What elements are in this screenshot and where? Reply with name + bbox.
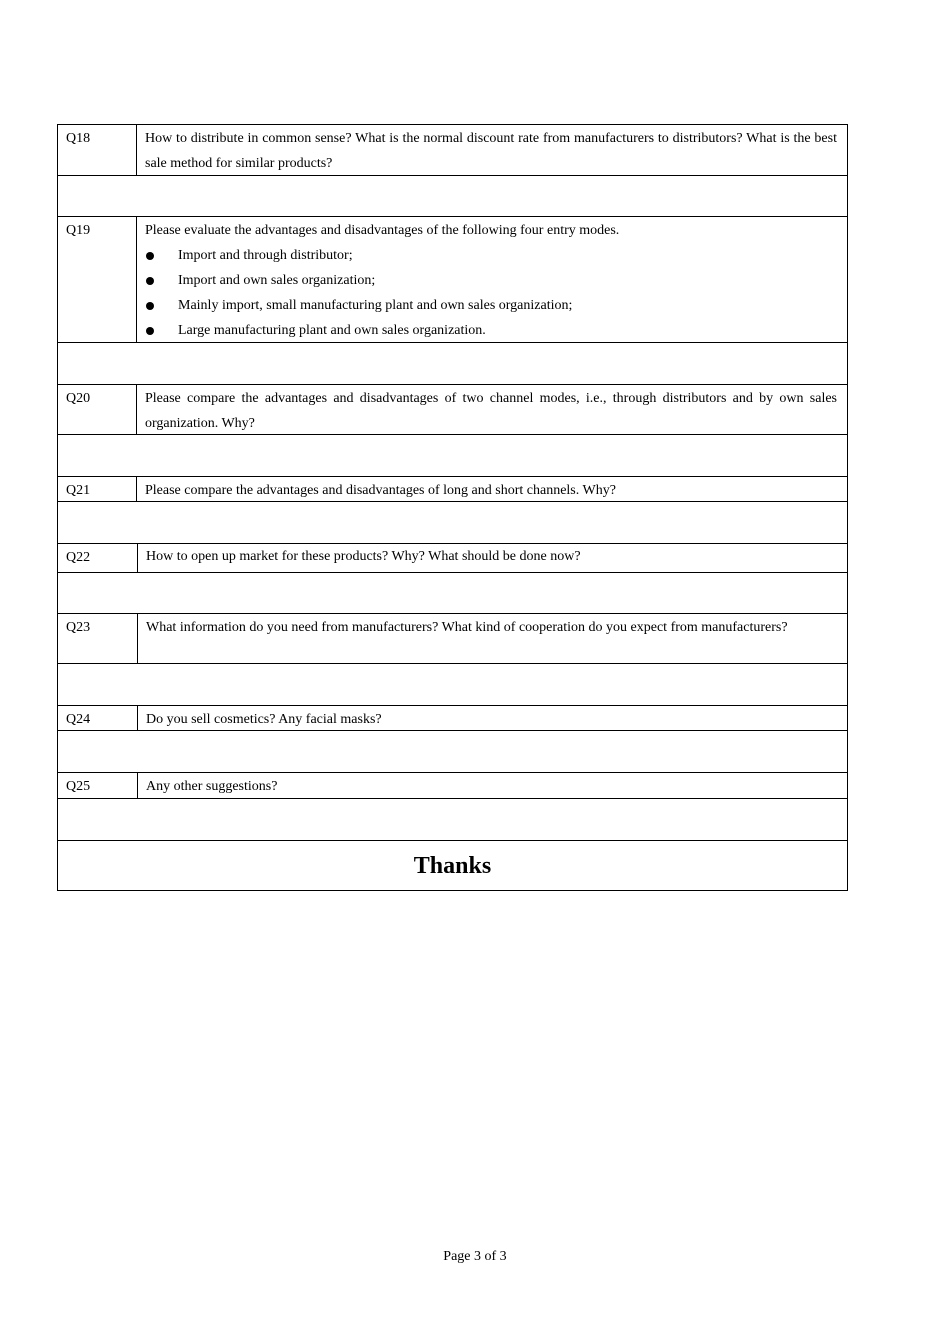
question-number-cell	[58, 706, 138, 730]
page-number: Page 3 of 3	[443, 1249, 507, 1264]
question-row-q24	[57, 706, 848, 731]
question-number-cell	[58, 477, 137, 501]
bullet-item: Mainly import, small manufacturing plant and own sales organization;	[145, 293, 837, 318]
question-row-q19	[57, 217, 848, 343]
question-row-q20	[57, 385, 848, 435]
question-row-q18	[57, 124, 848, 176]
question-row-q23	[57, 614, 848, 664]
question-text: Any other suggestions?	[146, 779, 278, 794]
answer-row-q20	[57, 435, 848, 477]
question-row-q22	[57, 544, 848, 573]
answer-row-q19	[57, 343, 848, 385]
question-text: Please evaluate the advantages and disadvantages of the following four entry modes.	[145, 223, 620, 238]
bullet-item: Large manufacturing plant and own sales organization.	[145, 318, 837, 343]
question-number-cell	[58, 125, 137, 175]
answer-row-q25	[57, 799, 848, 841]
question-number: Q21	[66, 483, 91, 498]
question-text: How to open up market for these products? Why? What should be done now?	[146, 549, 581, 564]
bullet-item: Import and own sales organization;	[145, 268, 837, 293]
question-number: Q22	[66, 550, 91, 565]
question-number: Q23	[66, 620, 91, 635]
question-number-cell	[58, 773, 138, 798]
closing-row	[57, 841, 848, 891]
question-row-q21	[57, 477, 848, 502]
bullet-item: Import and through distributor;	[145, 243, 837, 268]
answer-row-q18	[57, 175, 848, 217]
question-number-cell	[58, 385, 137, 434]
question-text: How to distribute in common sense? What is the normal discount rate from manufacturers to distributors? What is the best sale method for similar products?	[145, 131, 837, 171]
question-text: Please compare the advantages and disadvantages of long and short channels. Why?	[145, 483, 616, 498]
question-number: Q25	[66, 779, 91, 794]
question-number: Q20	[66, 391, 91, 406]
question-number-cell	[58, 544, 138, 572]
question-number: Q19	[66, 223, 91, 238]
answer-row-q22	[57, 573, 848, 614]
question-text: Please compare the advantages and disadvantages of two channel modes, i.e., through distributors and by own sales organization. Why?	[145, 391, 837, 431]
question-number-cell	[58, 614, 138, 663]
question-number-cell	[58, 217, 137, 342]
answer-row-q23	[57, 664, 848, 706]
question-text: What information do you need from manufacturers? What kind of cooperation do you expect from manufacturers?	[146, 620, 788, 635]
question-number: Q18	[66, 131, 91, 146]
answer-row-q21	[57, 502, 848, 544]
question-text: Do you sell cosmetics? Any facial masks?	[146, 712, 382, 727]
closing-text: Thanks	[413, 853, 492, 879]
question-number: Q24	[66, 712, 91, 727]
question-body	[145, 218, 837, 343]
answer-row-q24	[57, 731, 848, 773]
question-row-q25	[57, 773, 848, 799]
